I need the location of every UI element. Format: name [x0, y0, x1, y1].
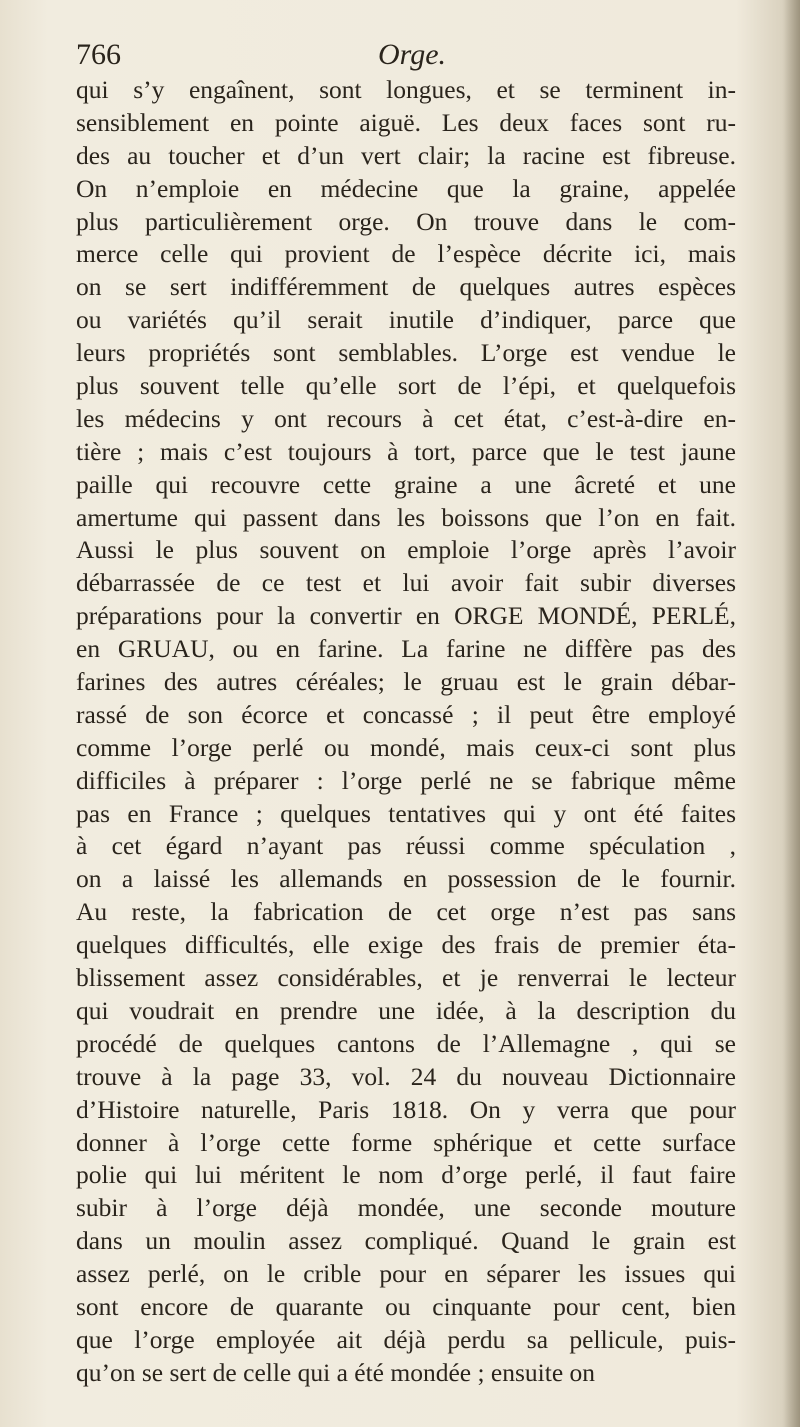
text-line: à cet égard n’ayant pas réussi comme spéculation ,	[76, 831, 736, 861]
text-line: plus particulièrement orge. On trouve dans le com-	[76, 206, 736, 236]
text-line: polie qui lui méritent le nom d’orge perlé, il faut faire	[76, 1160, 736, 1190]
text-line: on a laissé les allemands en possession de le fournir.	[76, 864, 736, 894]
text-line: amertume qui passent dans les boissons que l’on en fait.	[76, 502, 736, 532]
text-line: farines des autres céréales; le gruau est le grain débar-	[76, 667, 736, 697]
text-line: préparations pour la convertir en ORGE MONDÉ, PERLÉ,	[76, 601, 736, 631]
text-line: comme l’orge perlé ou mondé, mais ceux-ci sont plus	[76, 732, 736, 762]
text-line: pas en France ; quelques tentatives qui y ont été faites	[76, 798, 736, 828]
text-line: tière ; mais c’est toujours à tort, parce que le test jaune	[76, 436, 736, 466]
page-number: 766	[76, 38, 121, 71]
text-line: Au reste, la fabrication de cet orge n’est pas sans	[76, 897, 736, 927]
text-line: dans un moulin assez compliqué. Quand le grain est	[76, 1226, 736, 1256]
text-line: que l’orge employée ait déjà perdu sa pellicule, puis-	[76, 1324, 736, 1354]
text-line: sont encore de quarante ou cinquante pour cent, bien	[76, 1291, 736, 1321]
text-line: qui voudrait en prendre une idée, à la description du	[76, 995, 736, 1025]
text-line: qu’on se sert de celle qui a été mondée ; ensuite on	[76, 1357, 596, 1387]
text-line: blissement assez considérables, et je renverrai le lecteur	[76, 963, 736, 993]
text-line: les médecins y ont recours à cet état, c’est-à-dire en-	[76, 403, 736, 433]
page-edge-shadow	[782, 0, 800, 1427]
text-line: merce celle qui provient de l’espèce décrite ici, mais	[76, 239, 736, 269]
text-line: donner à l’orge cette forme sphérique et cette surface	[76, 1127, 736, 1157]
text-line: d’Histoire naturelle, Paris 1818. On y verra que pour	[76, 1094, 736, 1124]
text-line: ou variétés qu’il serait inutile d’indiquer, parce que	[76, 305, 736, 335]
text-line: subir à l’orge déjà mondée, une seconde mouture	[76, 1193, 736, 1223]
page-header	[76, 30, 726, 80]
text-line: débarrassée de ce test et lui avoir fait subir diverses	[76, 568, 736, 598]
text-line: difficiles à préparer : l’orge perlé ne se fabrique même	[76, 765, 736, 795]
text-line: leurs propriétés sont semblables. L’orge est vendue le	[76, 338, 736, 368]
text-line: paille qui recouvre cette graine a une âcreté et une	[76, 469, 736, 499]
text-line: plus souvent telle qu’elle sort de l’épi, et quelquefois	[76, 371, 736, 401]
text-line: en GRUAU, ou en farine. La farine ne diffère pas des	[76, 634, 736, 664]
text-line: rassé de son écorce et concassé ; il peut être employé	[76, 699, 736, 729]
text-line: sensiblement en pointe aiguë. Les deux faces sont ru-	[76, 107, 736, 137]
text-line: procédé de quelques cantons de l’Allemagne , qui se	[76, 1028, 736, 1058]
text-line: Aussi le plus souvent on emploie l’orge après l’avoir	[76, 535, 736, 565]
text-line: On n’emploie en médecine que la graine, appelée	[76, 173, 736, 203]
text-line: on se sert indifféremment de quelques autres espèces	[76, 272, 736, 302]
text-line: assez perlé, on le crible pour en séparer les issues qui	[76, 1259, 736, 1289]
text-line: trouve à la page 33, vol. 24 du nouveau Dictionnaire	[76, 1061, 736, 1091]
text-line: qui s’y engaînent, sont longues, et se terminent in-	[76, 75, 736, 104]
text-line: des au toucher et d’un vert clair; la racine est fibreuse.	[76, 140, 736, 170]
text-line: quelques difficultés, elle exige des frais de premier éta-	[76, 930, 736, 960]
body-text	[76, 74, 736, 1390]
running-head: Orge.	[378, 38, 447, 71]
